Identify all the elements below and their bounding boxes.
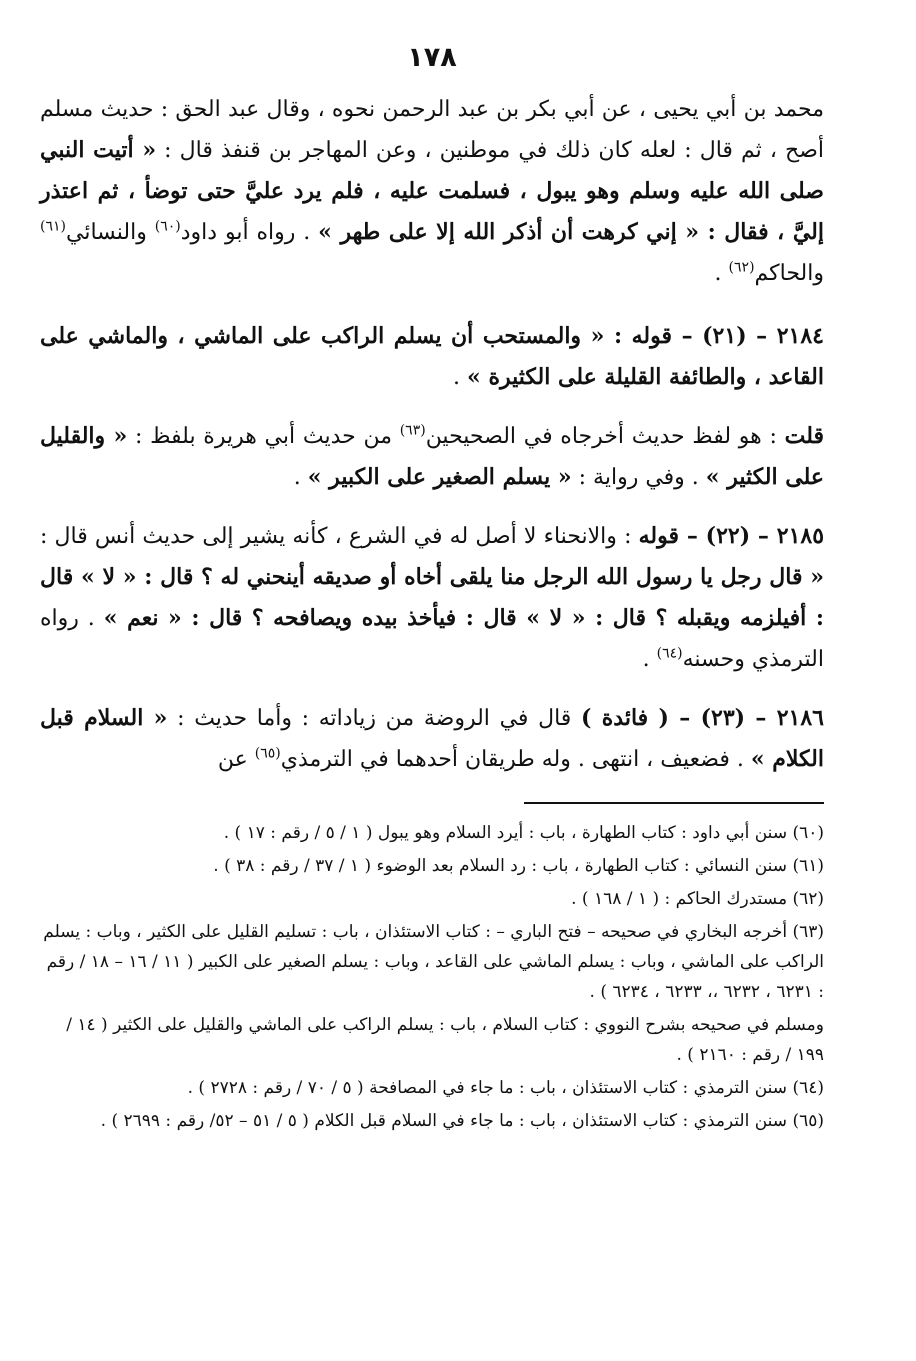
text-run: . xyxy=(642,647,657,672)
footnote xyxy=(40,917,824,1007)
footnote-text: (٦٢) مستدرك الحاكم : ( ١ / ١٦٨ ) . xyxy=(571,889,824,909)
text-run: . xyxy=(293,465,308,490)
paragraph xyxy=(40,316,824,398)
footnote xyxy=(40,1073,824,1103)
text-run: قال في الروضة من زياداته : وأما حديث : xyxy=(167,706,581,731)
footnote-ref: (٦٠) xyxy=(154,218,181,235)
bold-text: قلت xyxy=(784,423,824,449)
footnotes xyxy=(40,818,824,1136)
bold-text: ٢١٨٤ – (٢١) – قوله : « والمستحب أن يسلم الراكب على الماشي ، والماشي على القاعد ، والطائفة القليلة على الكثيرة » xyxy=(40,323,824,390)
footnote-text: ومسلم في صحيحه بشرح النووي : كتاب السلام ، باب : يسلم الراكب على الماشي والقليل على الكثير ( ١٤ / ١٩٩ / رقم : ٢١٦٠ ) . xyxy=(66,1015,824,1065)
text-run: والحاكم xyxy=(754,261,824,286)
bold-text: « قال رجل يا رسول الله الرجل منا يلقى أخاه أو صديقه أينحني له ؟ قال : « لا » قال : أفيلزمه ويقبله ؟ قال : « لا » قال : فيأخذ بيده ويصافحه ؟ قال : « نعم » xyxy=(40,564,824,631)
footnote-ref: (٦٢) xyxy=(728,259,755,276)
text-run: والنسائي xyxy=(65,220,155,245)
footnote-ref: (٦١) xyxy=(40,218,66,235)
text-run: عن xyxy=(217,747,255,772)
text-run: . xyxy=(714,261,729,286)
paragraph xyxy=(40,416,824,498)
footnote-text: (٦١) سنن النسائي : كتاب الطهارة ، باب : رد السلام بعد الوضوء ( ١ / ٣٧ / رقم : ٣٨ ) . xyxy=(213,856,824,876)
text-run: محمد بن أبي يحيى ، عن أبي بكر بن عبد الرحمن نحوه ، وقال عبد الحق : حديث مسلم أصح ، ثم قال : لعله كان ذلك في موطنين ، وعن المهاجر بن قنفذ قال : xyxy=(40,97,824,163)
text-run: من حديث أبي هريرة بلفظ : xyxy=(127,424,400,449)
paragraph xyxy=(40,89,824,294)
footnote-divider xyxy=(524,802,824,804)
footnote-ref: (٦٣) xyxy=(399,422,426,439)
bold-text: ٢١٨٥ – (٢٢) – قوله xyxy=(638,523,825,549)
page-number: ١٧٨ xyxy=(407,42,457,73)
footnote xyxy=(40,1106,824,1136)
footnote-ref: (٦٤) xyxy=(656,645,683,662)
footnote-text: (٦٣) أخرجه البخاري في صحيحه – فتح الباري – : كتاب الاستئذان ، باب : تسليم القليل على الكثير ، وباب : يسلم الراكب على الماشي ، وباب : يسلم الماشي على القاعد ، وباب : يسلم الصغير على الكبير ( ١١ / ١٦ – ١٨ / رقم : ٦٢٣١ ، ٦٢٣٢ ،، ٦٢٣٣ ، ٦٢٣٤ ) . xyxy=(43,922,824,1002)
footnote xyxy=(40,884,824,914)
footnote-ref: (٦٥) xyxy=(254,745,281,762)
bold-text: « أتيت النبي صلى الله عليه وسلم وهو يبول ، فسلمت عليه ، فلم يرد عليَّ حتى توضأ ، ثم اعتذر إليَّ ، فقال : « إني كرهت أن أذكر الله إلا على طهر » xyxy=(40,137,824,245)
bold-text: « يسلم الصغير على الكبير » xyxy=(307,464,572,490)
text-run: . رواه الترمذي وحسنه xyxy=(40,606,824,672)
footnote xyxy=(40,818,824,848)
bold-text: « والقليل على الكثير » xyxy=(40,423,824,490)
footnote-text: (٦٤) سنن الترمذي : كتاب الاستئذان ، باب : ما جاء في المصافحة ( ٥ / ٧٠ / رقم : ٢٧٢٨ ) . xyxy=(187,1078,824,1098)
paragraph xyxy=(40,516,824,680)
footnote-text: (٦٠) سنن أبي داود : كتاب الطهارة ، باب : أيرد السلام وهو يبول ( ١ / ٥ / رقم : ١٧ ) . xyxy=(223,823,824,843)
paragraph xyxy=(40,698,824,780)
footnote xyxy=(40,1010,824,1070)
text-run: . رواه أبو داود xyxy=(180,220,319,245)
main-text xyxy=(40,89,824,780)
text-run: . فضعيف ، انتهى . وله طريقان أحدهما في الترمذي xyxy=(280,747,751,772)
bold-text: « السلام قبل الكلام » xyxy=(40,705,824,772)
text-run: : هو لفظ حديث أخرجاه في الصحيحين xyxy=(425,424,785,449)
footnote-text: (٦٥) سنن الترمذي : كتاب الاستئذان ، باب : ما جاء في السلام قبل الكلام ( ٥ / ٥١ – ٥٢/ رقم : ٢٦٩٩ ) . xyxy=(100,1111,824,1131)
text-run: . xyxy=(453,365,468,390)
footnote xyxy=(40,851,824,881)
text-run: . وفي رواية : xyxy=(571,465,706,490)
text-run: : والانحناء لا أصل له في الشرع ، كأنه يشير إلى حديث أنس قال : xyxy=(40,524,639,549)
bold-text: ٢١٨٦ – (٢٣) – ( فائدة ) xyxy=(581,705,824,731)
